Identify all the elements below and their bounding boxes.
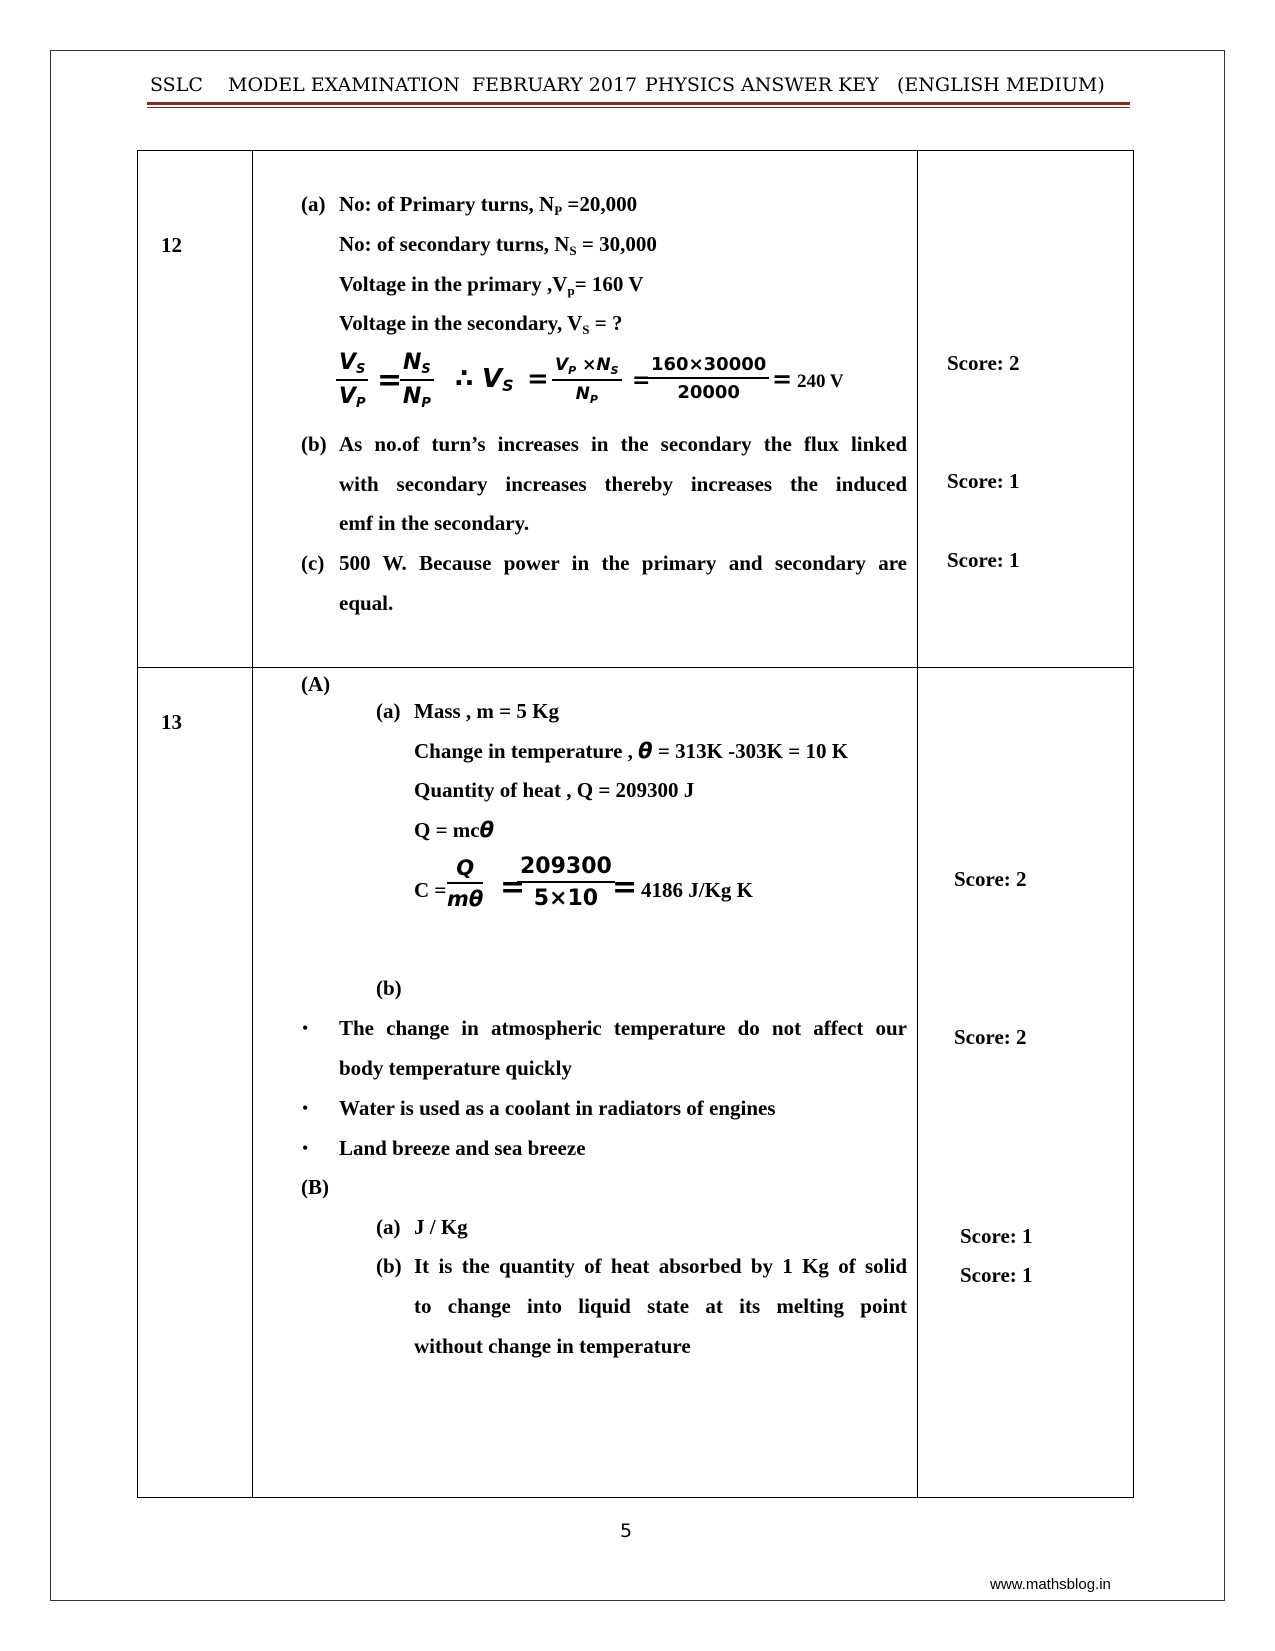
- equals-sign: =: [772, 365, 793, 393]
- answer-text: As no.of turn’s increases in the secondary the flux linked: [339, 432, 907, 456]
- list-item: Land breeze and sea breeze: [339, 1136, 586, 1160]
- heat-quantity-line: Quantity of heat , Q = 209300 J: [414, 778, 695, 802]
- question-number: 12: [161, 233, 182, 257]
- heat-formula-line: Q = mcθ: [414, 818, 495, 842]
- score: Score: 1: [960, 1263, 1033, 1287]
- header-medium: (ENGLISH MEDIUM): [897, 74, 1105, 96]
- fraction-q-mtheta: $\frac{Q}{m\theta}$: [447, 856, 484, 911]
- part-label: (b): [301, 432, 327, 456]
- header-rule-thin: [147, 107, 1130, 108]
- question-number: 13: [161, 710, 182, 734]
- bullet-icon: •: [302, 1018, 309, 1038]
- primary-voltage-line: Voltage in the primary $,V_p= 160$ V: [339, 272, 644, 298]
- part-label: (a): [301, 192, 326, 216]
- answer-text: emf in the secondary.: [339, 511, 530, 535]
- fraction-vp-ns-np: $\frac{V_P \times N_S}{N_P}$: [552, 355, 622, 406]
- secondary-voltage-line: Voltage in the secondary, $V_S$ = ?: [339, 311, 623, 337]
- page-number: 5: [620, 1520, 633, 1542]
- secondary-turns-line: No: of secondary turns, $N_S = 30,000$: [339, 232, 657, 258]
- vs-symbol: $V_S$: [482, 364, 514, 395]
- mass-line: Mass , m = 5 Kg: [414, 699, 559, 723]
- score: Score: 1: [960, 1224, 1033, 1248]
- answer-text: to change into liquid state at its melting point: [414, 1294, 907, 1318]
- header-subject: PHYSICS ANSWER KEY: [645, 74, 879, 96]
- header-exam-name: MODEL EXAMINATION: [228, 74, 460, 96]
- equals-sign: =: [612, 870, 638, 905]
- fraction-ns-np: $\frac{N_S}{N_P}$: [400, 350, 434, 411]
- equation-label: C =: [414, 878, 447, 902]
- temperature-change-line: Change in temperature , θ = 313K -303K = 10 K: [414, 739, 849, 763]
- equals-sign: =: [377, 363, 403, 398]
- fraction-numeric: $\frac{160\times 30000}{20000}$: [648, 354, 769, 403]
- score: Score: 1: [947, 469, 1020, 493]
- answer-text: equal.: [339, 591, 394, 615]
- list-item: body temperature quickly: [339, 1056, 572, 1080]
- fraction-vs-vp: $\frac{V_S}{V_P}$: [336, 350, 368, 411]
- equals-sign: =: [632, 368, 651, 393]
- header-exam-type: SSLC: [150, 74, 203, 96]
- section-label: (A): [301, 672, 331, 696]
- equals-sign: =: [527, 364, 549, 394]
- part-label: (b): [376, 976, 402, 1000]
- part-label: (a): [376, 1215, 401, 1239]
- footer-website: www.mathsblog.in: [990, 1576, 1111, 1593]
- specific-heat-result: 4186 J/Kg K: [641, 878, 754, 902]
- part-label: (b): [376, 1254, 402, 1278]
- equals-sign: =: [500, 870, 526, 905]
- part-label: (a): [376, 699, 401, 723]
- section-label: (B): [301, 1175, 329, 1199]
- score: Score: 2: [954, 1025, 1027, 1049]
- answer-text: without change in temperature: [414, 1334, 691, 1358]
- answer-text: 500 W. Because power in the primary and secondary are: [339, 551, 907, 575]
- score: Score: 2: [954, 867, 1027, 891]
- header-date: FEBRUARY 2017: [472, 74, 638, 96]
- header-rule: [147, 102, 1130, 105]
- answer-text: J / Kg: [414, 1215, 468, 1239]
- bullet-icon: •: [302, 1098, 309, 1118]
- primary-turns-line: No: of Primary turns, $N_P =20,000$: [339, 192, 638, 218]
- score: Score: 2: [947, 351, 1020, 375]
- score: Score: 1: [947, 548, 1020, 572]
- bullet-icon: •: [302, 1138, 309, 1158]
- secondary-voltage-result: 240 V: [797, 371, 844, 392]
- answer-text: with secondary increases thereby increases the induced: [339, 472, 907, 496]
- therefore-symbol: ∴: [455, 364, 474, 394]
- answer-text: It is the quantity of heat absorbed by 1 Kg of solid: [414, 1254, 907, 1278]
- part-label: (c): [301, 551, 325, 575]
- fraction-numeric: $\frac{209300}{5\times 10}$: [517, 854, 615, 911]
- list-item: The change in atmospheric temperature do not affect our: [339, 1016, 907, 1040]
- list-item: Water is used as a coolant in radiators of engines: [339, 1096, 776, 1120]
